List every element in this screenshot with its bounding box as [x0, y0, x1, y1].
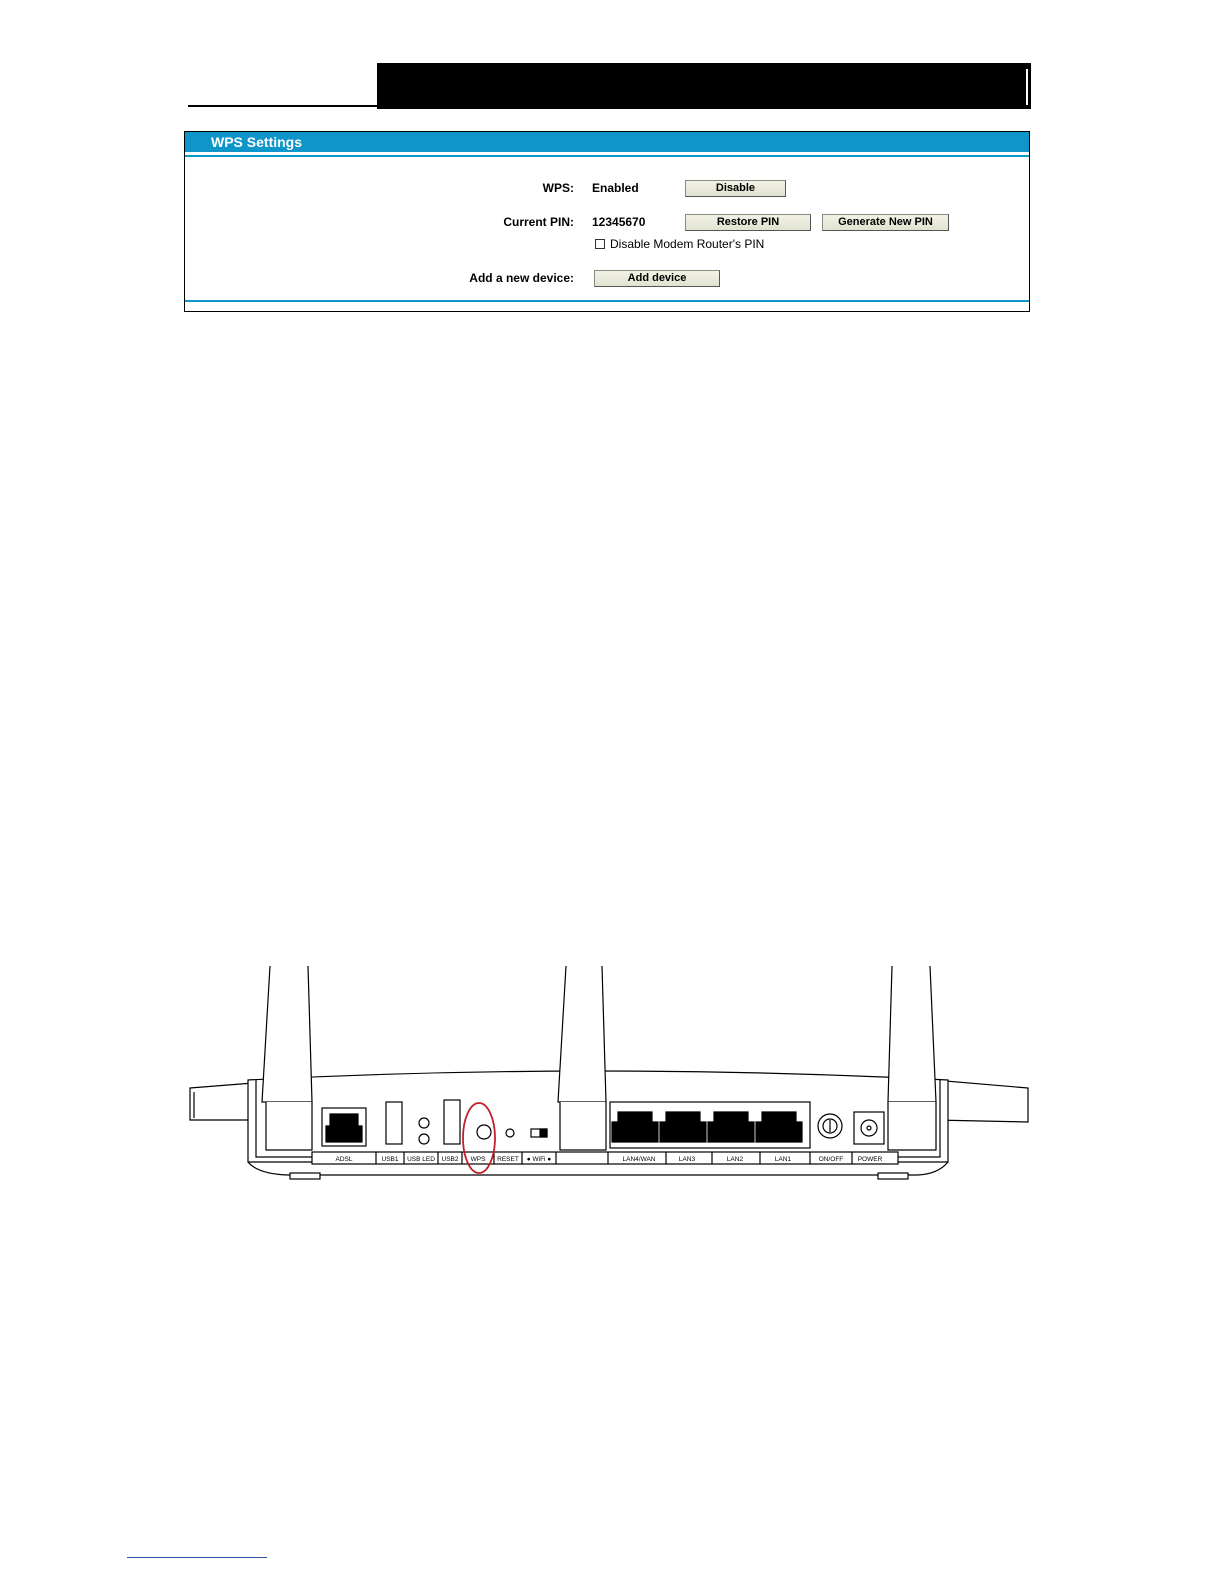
port-label-on-off: ON/OFF [818, 1156, 844, 1163]
port-label-usb2: USB2 [441, 1156, 459, 1163]
header-bar [377, 63, 1031, 109]
port-label-reset: RESET [497, 1156, 519, 1163]
wps-settings-panel [184, 131, 1030, 312]
port-label-usb1: USB1 [381, 1156, 399, 1163]
restore-pin-button[interactable]: Restore PIN [685, 214, 811, 231]
add-device-button[interactable]: Add device [594, 270, 720, 287]
router-rear-illustration [188, 962, 1034, 1192]
header-rule [188, 105, 378, 107]
port-label-lan3: LAN3 [678, 1156, 696, 1163]
port-label-lan2: LAN2 [726, 1156, 744, 1163]
port-label-power: POWER [857, 1156, 883, 1163]
port-label-lan4-wan: LAN4/WAN [622, 1156, 656, 1163]
router-rear-panel-figure [188, 962, 1034, 1192]
port-label-lan1: LAN1 [774, 1156, 792, 1163]
add-device-label: Add a new device: [469, 271, 574, 285]
current-pin-label: Current PIN: [503, 215, 574, 229]
wps-label: WPS: [542, 181, 574, 195]
disable-wps-button[interactable]: Disable [685, 180, 786, 197]
disable-pin-label: Disable Modem Router's PIN [610, 237, 765, 251]
current-pin-value: 12345670 [592, 215, 646, 229]
generate-new-pin-button[interactable]: Generate New PIN [822, 214, 949, 231]
disable-pin-option[interactable] [595, 237, 764, 251]
port-label-usb-led: USB LED [407, 1156, 435, 1163]
wps-status-value: Enabled [592, 181, 639, 195]
disable-pin-checkbox[interactable] [595, 239, 605, 249]
port-label-adsl: ADSL [335, 1156, 353, 1163]
panel-title: WPS Settings [185, 132, 1029, 152]
port-label-wifi: ● WiFi ● [526, 1156, 552, 1163]
footer-link-underline [127, 1557, 267, 1558]
port-label-wps: WPS [470, 1156, 486, 1163]
